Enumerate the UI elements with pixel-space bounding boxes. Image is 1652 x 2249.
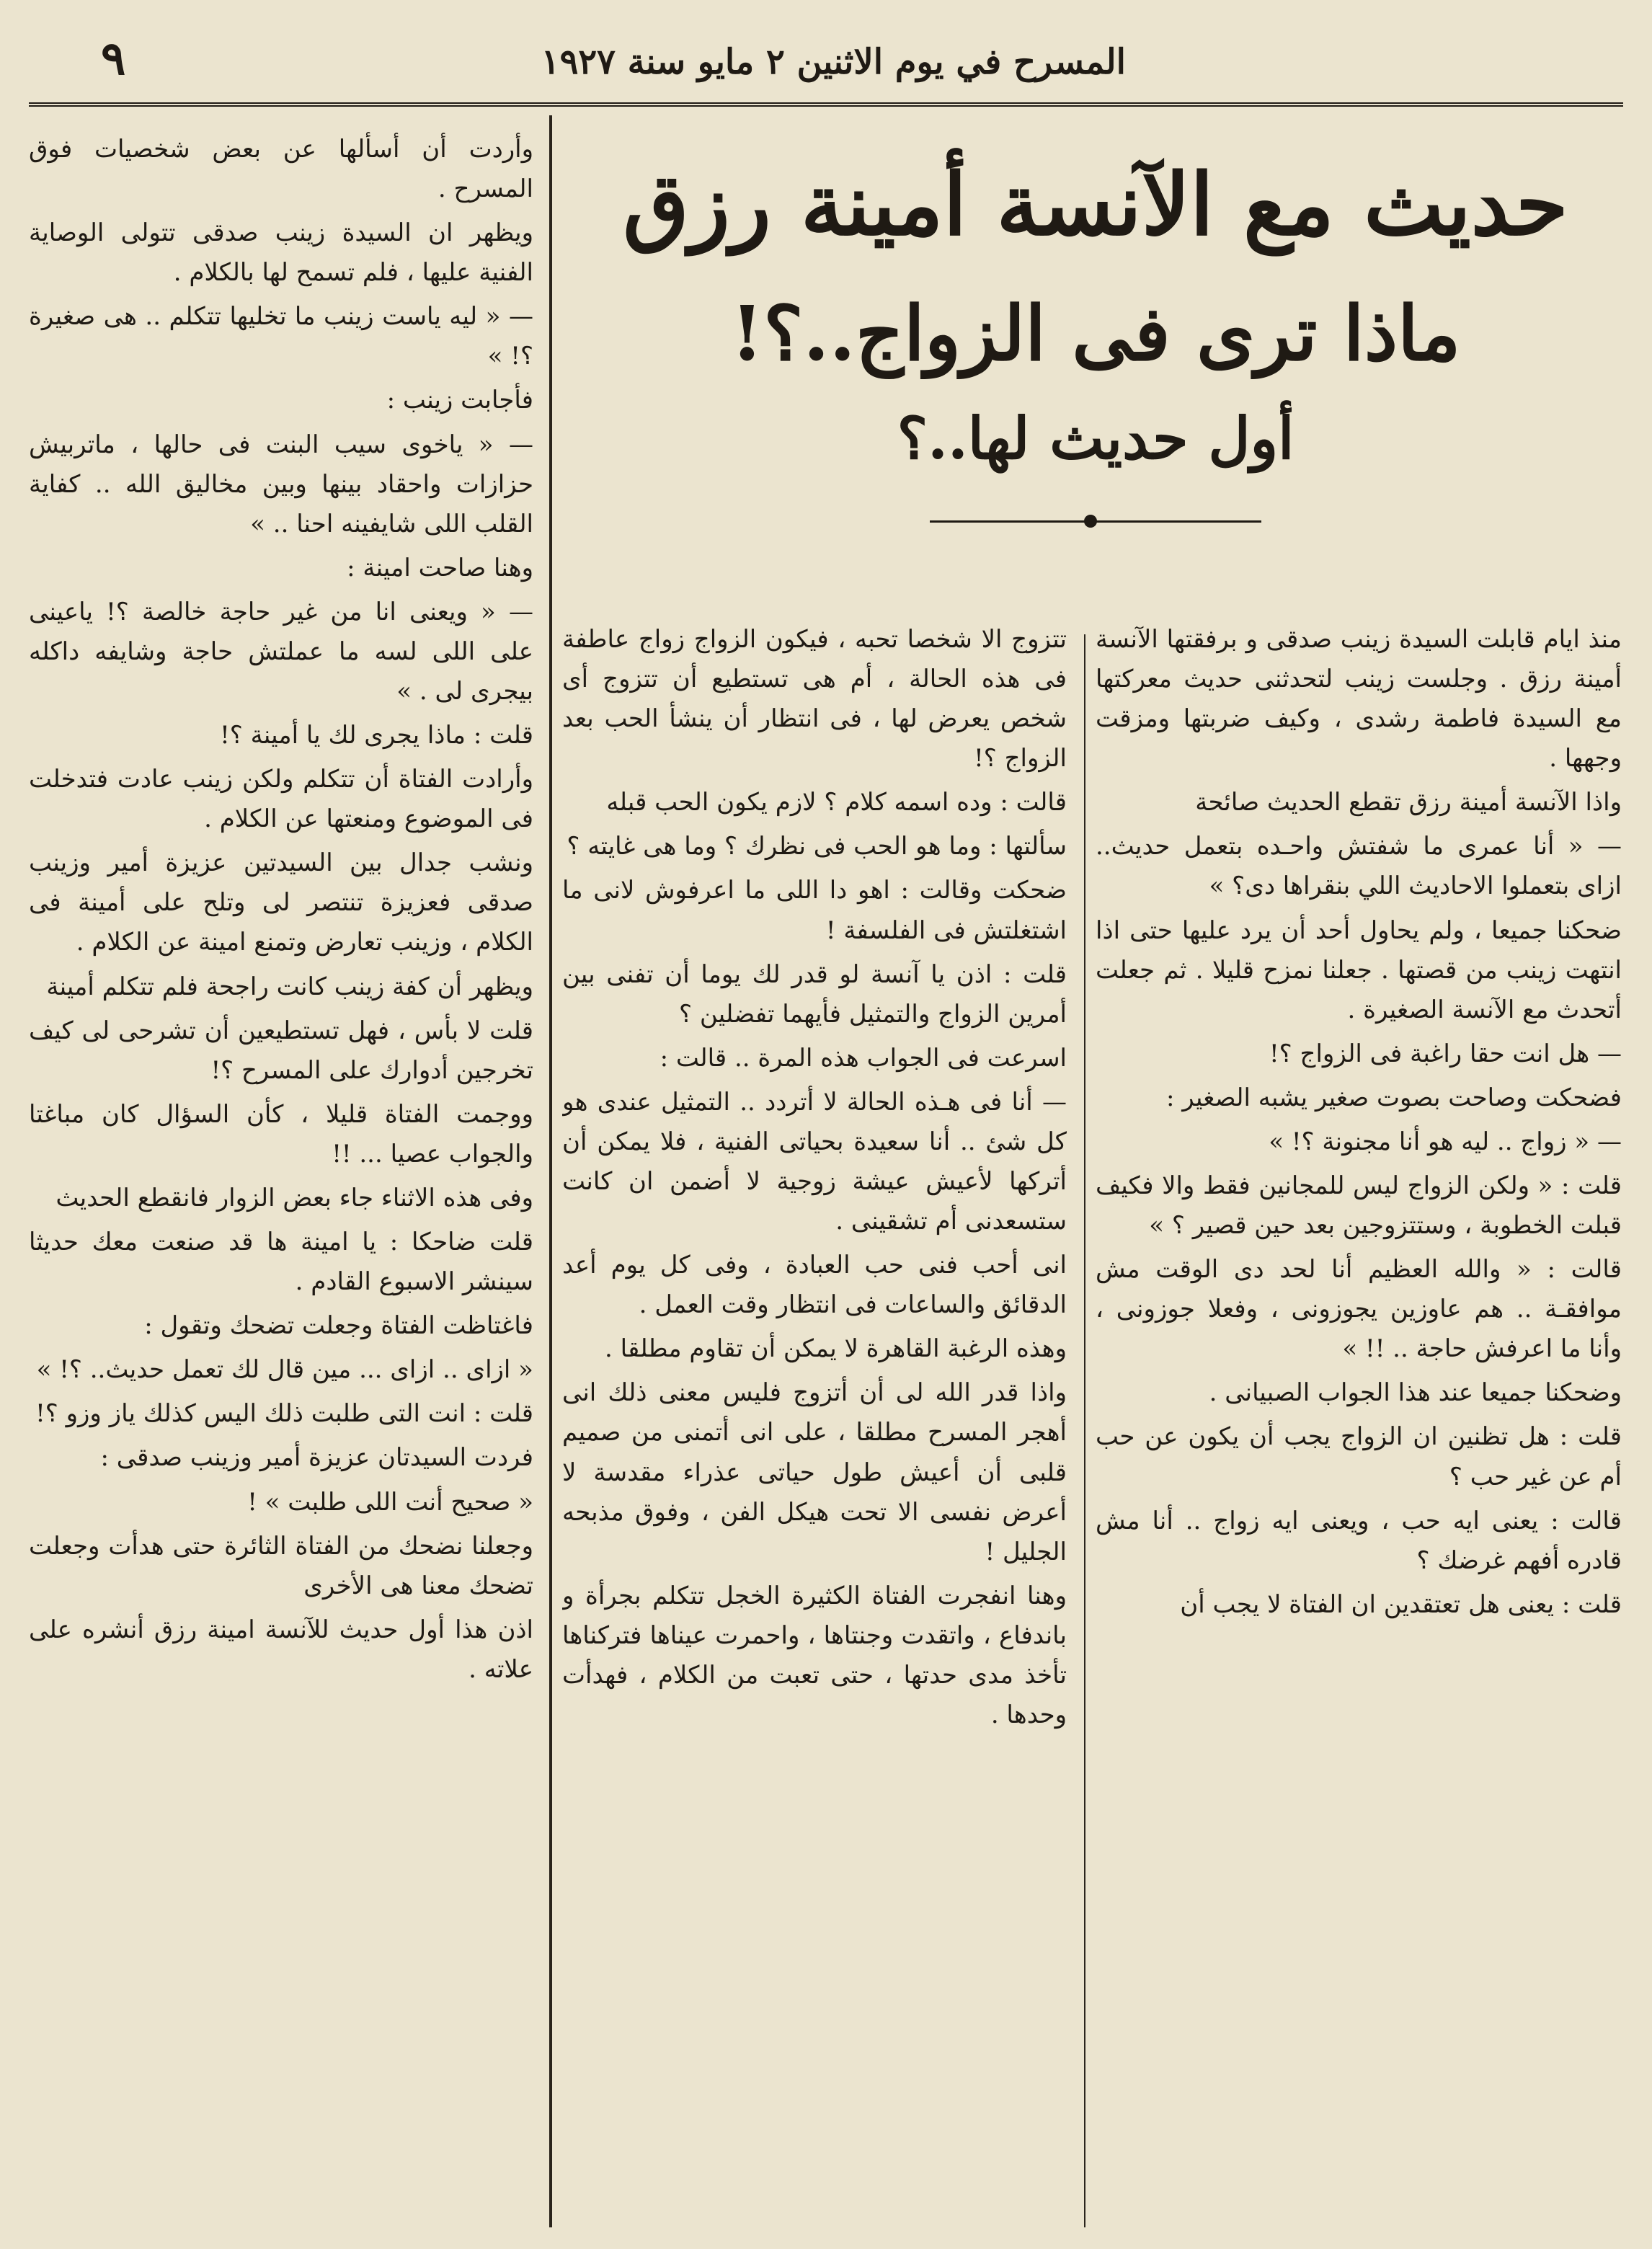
paragraph: ضحكنا جميعا ، ولم يحاول أحد أن يرد عليها حتى اذا انتهت زينب من قصتها . جعلنا نمزح قليلا . ثم جعلت أتحدث مع الآنسة الصغيرة .	[1096, 915, 1622, 1024]
paragraph: — هل انت حقا راغبة فى الزواج ؟!	[1269, 1039, 1622, 1068]
paragraph: — « أنا عمرى ما شفتش واحـده بتعمل حديث.. ازاى بتعملوا الاحاديث اللي بنقراها دى؟ »	[1096, 832, 1622, 901]
paragraph: قلت : اذن يا آنسة لو قدر لك يوما أن تفنى بين أمرين الزواج والتمثيل فأيهما تفضلين ؟	[562, 959, 1067, 1029]
running-title: المسرح في يوم الاثنين ٢ مايو سنة ١٩٢٧	[541, 42, 1126, 82]
paragraph: « صحيح أنت اللى طلبت » !	[247, 1487, 533, 1517]
paragraph: ضحكت وقالت : اهو دا اللى ما اعرفوش لانى ما اشتغلتش فى الفلسفة !	[562, 876, 1067, 945]
paragraph: ويظهر أن كفة زينب كانت راجحة فلم تتكلم أمينة	[46, 972, 533, 1001]
page-number: ٩	[101, 32, 126, 86]
article-column-middle	[562, 620, 1067, 2220]
paragraph: ونشب جدال بين السيدتين عزيزة أمير وزينب صدقى فعزيزة تنتصر لى وتلح على أمينة فى الكلام ، وزينب تعارض وتمنع امينة عن الكلام .	[29, 848, 533, 957]
paragraph: — « زواج .. ليه هو أنا مجنونة ؟! »	[1269, 1127, 1622, 1156]
paragraph: قالت : وده اسمه كلام ؟ لازم يكون الحب قبله	[606, 788, 1067, 817]
paragraph: واذا الآنسة أمينة رزق تقطع الحديث صائحة	[1195, 788, 1622, 817]
paragraph: منذ ايام قابلت السيدة زينب صدقى و برفقتها الآنسة أمينة رزق . وجلست زينب لتحدثنى حديث معركتها مع السيدة فاطمة رشدى ، وكيف ضربتها ومزقت وجهها .	[1096, 625, 1622, 773]
column-divider-article	[1084, 634, 1085, 2227]
paragraph: قالت : « والله العظيم أنا لحد دى الوقت مش موافقـة .. هم عاوزين يجوزونى ، وفعلا جوزونى ، وأنا ما اعرفش حاجة .. !! »	[1096, 1255, 1622, 1364]
paragraph: — « ليه ياست زينب ما تخليها تتكلم .. هى صغيرة ؟! »	[29, 302, 533, 371]
article-column-right	[1096, 620, 1622, 2220]
article-subtitle: ماذا ترى فى الزواج..؟!	[730, 288, 1461, 378]
paragraph: وأردت أن أسألها عن بعض شخصيات فوق المسرح .	[29, 135, 533, 204]
paragraph: قلت : ماذا يجرى لك يا أمينة ؟!	[220, 721, 533, 750]
paragraph: تتزوج الا شخصا تحبه ، فيكون الزواج زواج عاطفة فى هذه الحالة ، أم هى تستطيع أن تتزوج أى شخص يعرض لها ، فى انتظار أن ينشأ الحب بعد الزواج ؟!	[562, 625, 1067, 773]
paragraph: وأرادت الفتاة أن تتكلم ولكن زينب عادت فتدخلت فى الموضوع ومنعتها عن الكلام .	[29, 765, 533, 834]
paragraph: ووجمت الفتاة قليلا ، كأن السؤال كان مباغتا والجواب عصيا ... !!	[29, 1099, 533, 1168]
paragraph: سألتها : وما هو الحب فى نظرك ؟ وما هى غايته ؟	[567, 832, 1067, 861]
ornament-divider	[930, 510, 1261, 532]
paragraph: قالت : يعنى ايه حب ، ويعنى ايه زواج .. أنا مش قادره أفهم غرضك ؟	[1096, 1506, 1622, 1575]
paragraph: اسرعت فى الجواب هذه المرة .. قالت :	[660, 1043, 1067, 1073]
paragraph: وضحكنا جميعا عند هذا الجواب الصبيانى .	[1209, 1378, 1622, 1408]
paragraph: فاغتاظت الفتاة وجعلت تضحك وتقول :	[144, 1311, 533, 1341]
header-rule	[29, 102, 1623, 107]
paragraph: فضحكت وصاحت بصوت صغير يشبه الصغير :	[1165, 1083, 1622, 1112]
paragraph: انى أحب فنى حب العبادة ، وفى كل يوم أعد الدقائق والساعات فى انتظار وقت العمل .	[562, 1251, 1067, 1320]
paragraph: ويظهر ان السيدة زينب صدقى تتولى الوصاية الفنية عليها ، فلم تسمح لها بالكلام .	[29, 218, 533, 288]
paragraph: فردت السيدتان عزيزة أمير وزينب صدقى :	[100, 1443, 533, 1473]
paragraph: قلت : انت التى طلبت ذلك اليس كذلك ياز وزو ؟!	[35, 1399, 533, 1429]
paragraph: قلت لا بأس ، فهل تستطيعين أن تشرحى لى كيف تخرجين أدوارك على المسرح ؟!	[29, 1016, 533, 1085]
page-header	[29, 29, 1623, 101]
paragraph: « ازاى .. ازاى ... مين قال لك تعمل حديث.. ؟! »	[36, 1355, 533, 1385]
paragraph: — أنا فى هـذه الحالة لا أتردد .. التمثيل عندى هو كل شئ .. أنا سعيدة بحياتى الفنية ، فلا يمكن أن أتركها لأعيش عيشة زوجية لا أضمن ان كانت ستسعدنى أم تشقينى .	[562, 1087, 1067, 1236]
article-column-left	[29, 130, 533, 2220]
column-divider-main	[549, 115, 552, 2227]
paragraph: وهنا انفجرت الفتاة الكثيرة الخجل تتكلم بجرأة و باندفاع ، واتقدت وجنتاها ، واحمرت عيناها فتركناها تأخذ مدى حدتها ، حتى تعبت من الكلام ، فهدأت وحدها .	[562, 1581, 1067, 1730]
article-headline-block	[566, 123, 1625, 606]
ornament-dot	[1084, 515, 1097, 528]
paragraph: وهنا صاحت امينة :	[347, 553, 533, 582]
paragraph: وفى هذه الاثناء جاء بعض الزوار فانقطع الحديث	[55, 1183, 533, 1212]
paragraph: قلت : يعنى هل تعتقدين ان الفتاة لا يجب أن	[1180, 1589, 1622, 1619]
article-title: حديث مع الآنسة أمينة رزق	[623, 154, 1568, 254]
paragraph: وجعلنا نضحك من الفتاة الثائرة حتى هدأت وجعلت تضحك معنا هى الأخرى	[29, 1531, 533, 1600]
article-kicker: أول حديث لها..؟	[897, 404, 1294, 472]
paragraph: وهذه الرغبة القاهرة لا يمكن أن تقاوم مطلقا .	[605, 1334, 1067, 1364]
paragraph: قلت : « ولكن الزواج ليس للمجانين فقط والا فكيف قبلت الخطوبة ، وستتزوجين بعد حين قصير ؟ »	[1096, 1171, 1622, 1241]
paragraph: اذن هذا أول حديث للآنسة امينة رزق أنشره على علاته .	[29, 1615, 533, 1684]
paragraph: واذا قدر الله لى أن أتزوج فليس معنى ذلك انى أهجر المسرح مطلقا ، على انى أتمنى من صميم قلبى أن أعيش طول حياتى عذراء مقدسة لا أعرض نفسى الا تحت هيكل الفن ، وفوق مذبحه الجليل !	[562, 1378, 1067, 1566]
paragraph: — « ياخوى سيب البنت فى حالها ، ماتربيش حزازات واحقاد بينها وبين مخاليق الله .. كفاية القلب اللى شايفينه احنا .. »	[29, 430, 533, 538]
paragraph: — « ويعنى انا من غير حاجة خالصة ؟! ياعينى على اللى لسه ما عملتش حاجة وشايفه داكله بيجرى لى . »	[29, 597, 533, 706]
paragraph: قلت : هل تظنين ان الزواج يجب أن يكون عن حب أم عن غير حب ؟	[1096, 1422, 1622, 1491]
paragraph: قلت ضاحكا : يا امينة ها قد صنعت معك حديثا سينشر الاسبوع القادم .	[29, 1228, 533, 1297]
paragraph: فأجابت زينب :	[386, 386, 533, 415]
